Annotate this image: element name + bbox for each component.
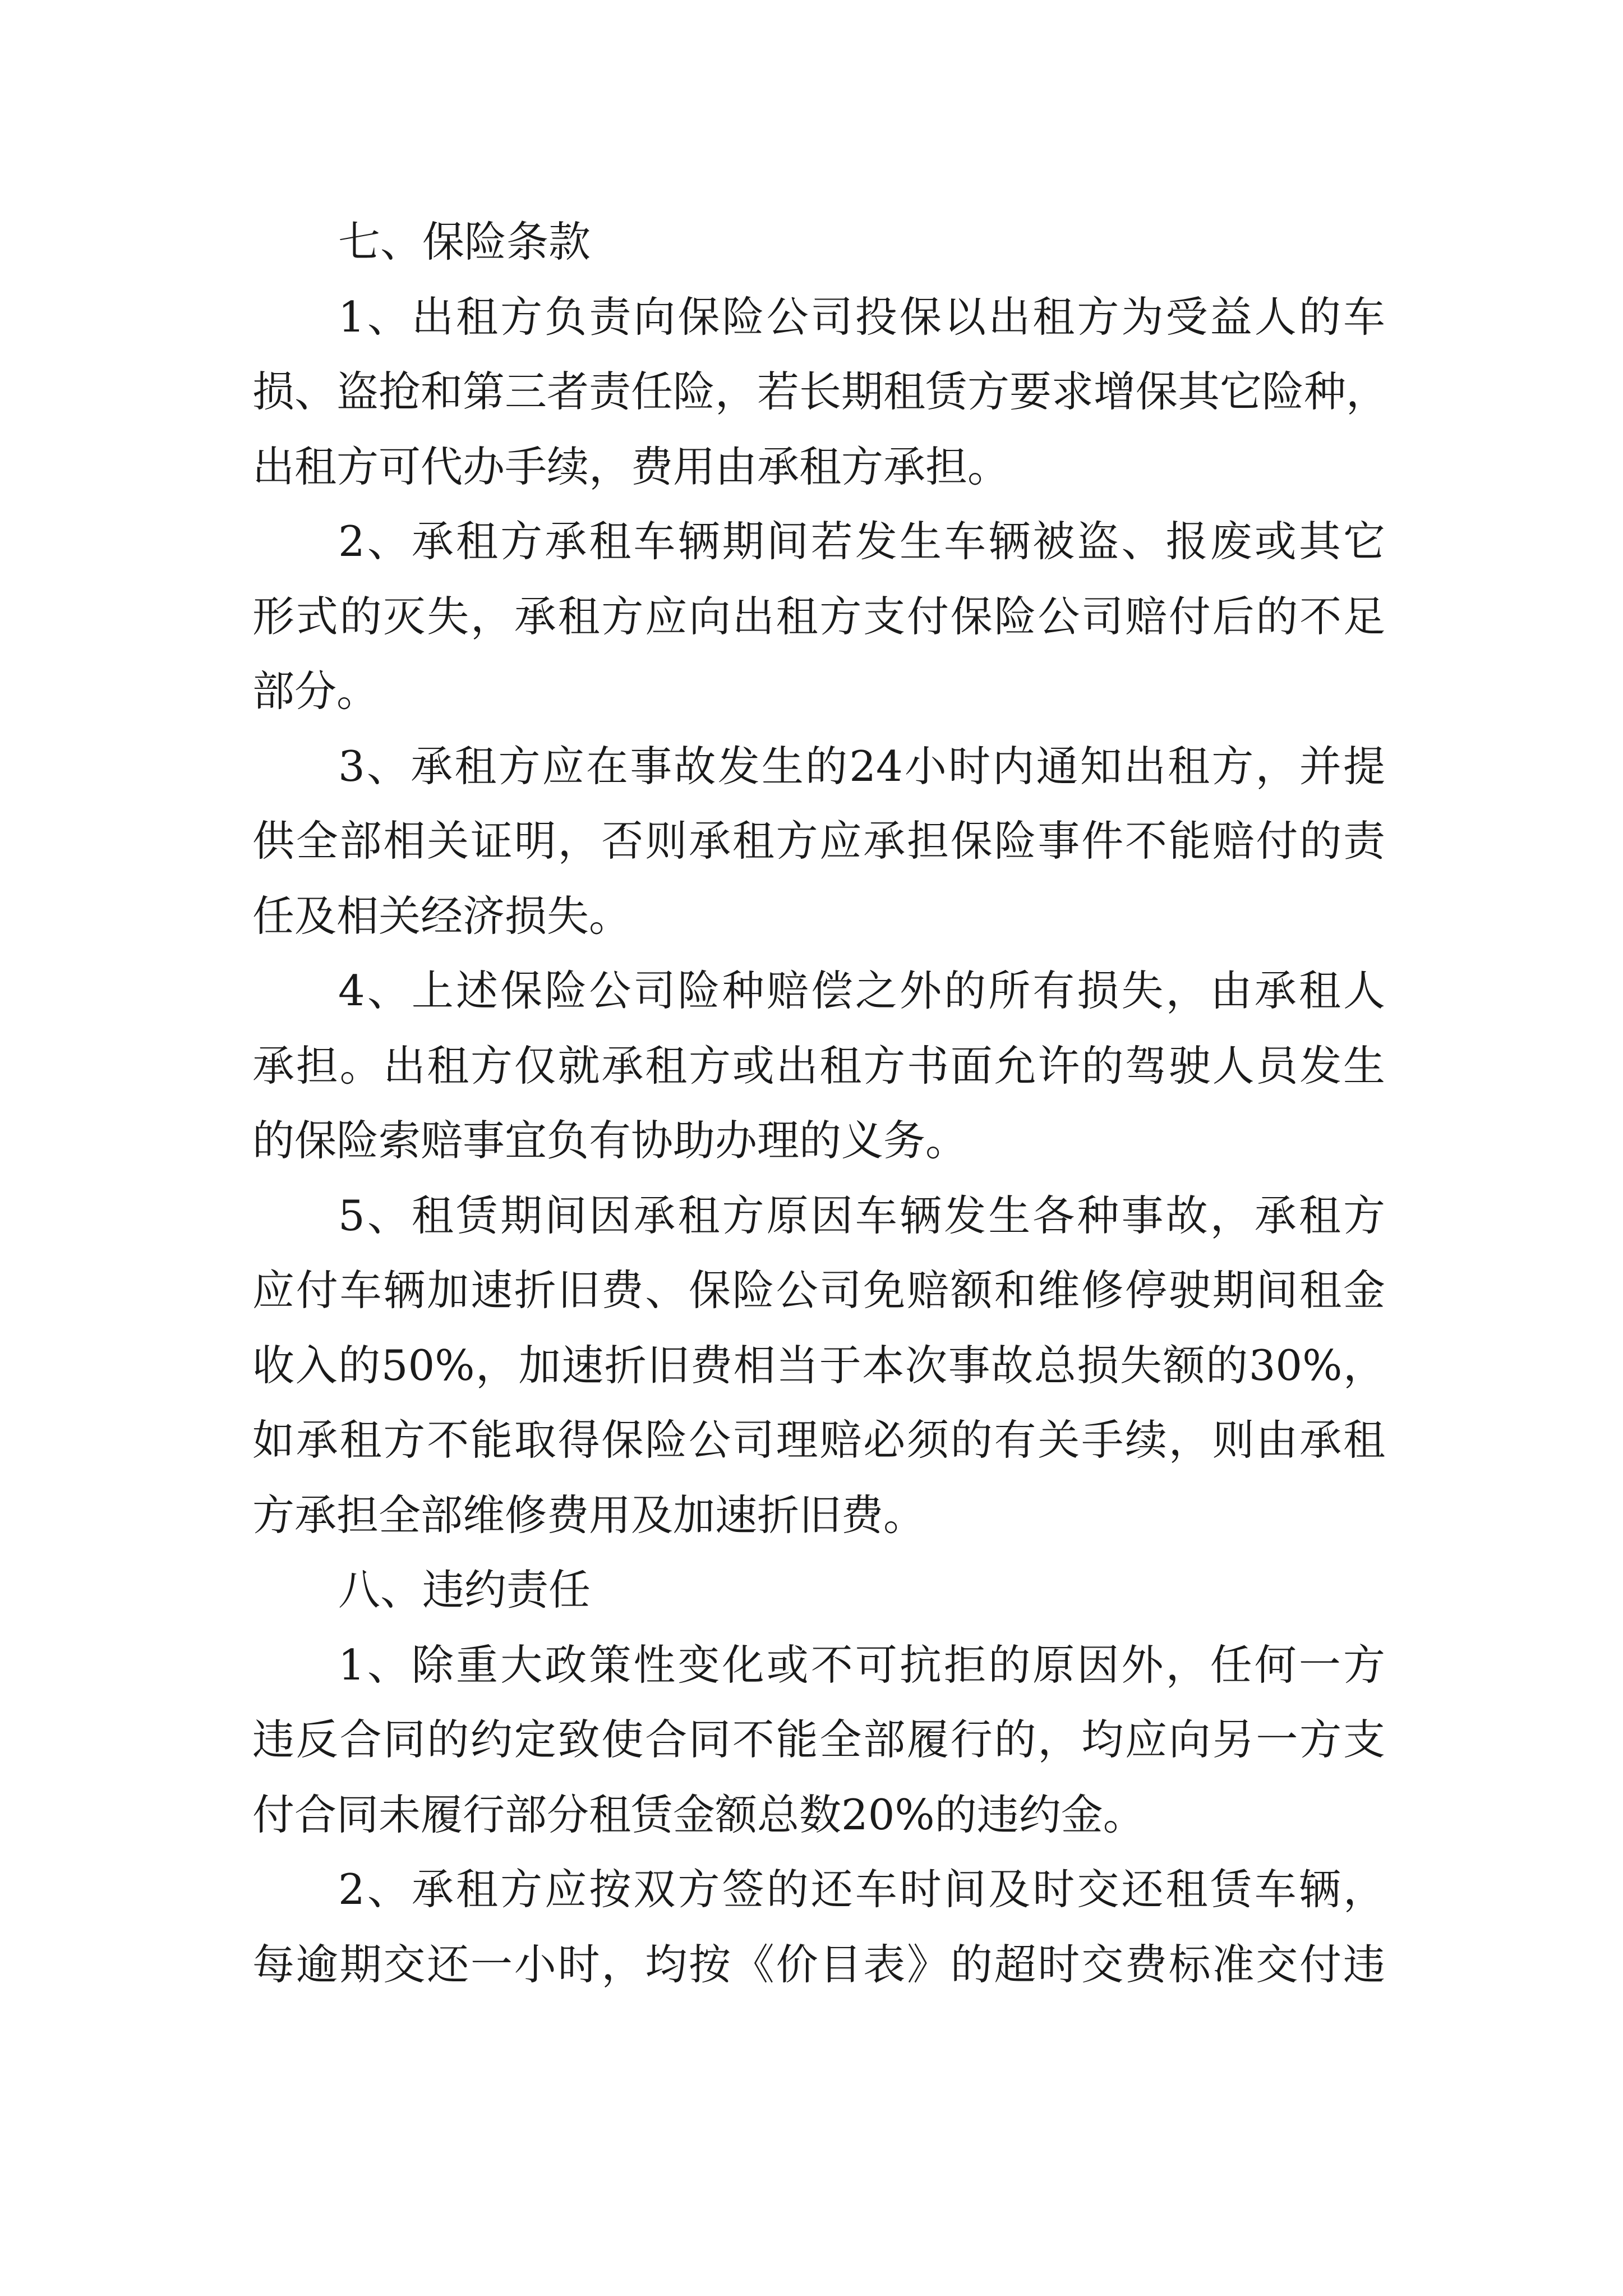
paragraph-line: 损、盗抢和第三者责任险，若长期租赁方要求增保其它险种， — [252, 367, 1389, 416]
paragraph-line: 1、出租方负责向保险公司投保以出租方为受益人的车 — [338, 292, 1385, 342]
paragraph-line: 5、租赁期间因承租方原因车辆发生各种事故，承租方 — [338, 1190, 1385, 1240]
paragraph-line: 4、上述保险公司险种赔偿之外的所有损失，由承租人 — [338, 966, 1385, 1015]
paragraph-line: 形式的灭失，承租方应向出租方支付保险公司赔付后的不足 — [252, 591, 1385, 641]
section-heading-insurance: 七、保险条款 — [338, 217, 591, 266]
paragraph-line: 3、承租方应在事故发生的24小时内通知出租方，并提 — [338, 741, 1385, 791]
paragraph-line: 任及相关经济损失。 — [252, 891, 631, 941]
paragraph-line: 1、除重大政策性变化或不可抗拒的原因外，任何一方 — [338, 1640, 1385, 1690]
paragraph-line: 如承租方不能取得保险公司理赔必须的有关手续，则由承租 — [252, 1415, 1385, 1465]
paragraph-line: 每逾期交还一小时，均按《价目表》的超时交费标准交付违 — [252, 1939, 1385, 1989]
paragraph-line: 2、承租方承租车辆期间若发生车辆被盗、报废或其它 — [338, 517, 1385, 566]
paragraph-line: 付合同未履行部分租赁金额总数20%的违约金。 — [252, 1789, 1145, 1839]
paragraph-line: 部分。 — [252, 666, 379, 716]
paragraph-line: 供全部相关证明，否则承租方应承担保险事件不能赔付的责 — [252, 816, 1385, 866]
paragraph-line: 出租方可代办手续，费用由承租方承担。 — [252, 441, 1010, 491]
document-body — [252, 205, 1389, 2002]
paragraph-line: 的保险索赔事宜负有协助办理的义务。 — [252, 1116, 968, 1165]
paragraph-line: 收入的50%，加速折旧费相当于本次事故总损失额的30%， — [252, 1340, 1385, 1390]
paragraph-line: 应付车辆加速折旧费、保险公司免赔额和维修停驶期间租金 — [252, 1266, 1385, 1315]
section-heading-breach: 八、违约责任 — [338, 1565, 591, 1614]
paragraph-line: 方承担全部维修费用及加速折旧费。 — [252, 1490, 926, 1540]
paragraph-line: 承担。出租方仅就承租方或出租方书面允许的驾驶人员发生 — [252, 1041, 1385, 1091]
paragraph-line: 2、承租方应按双方签的还车时间及时交还租赁车辆， — [338, 1865, 1385, 1914]
paragraph-line: 违反合同的约定致使合同不能全部履行的，均应向另一方支 — [252, 1715, 1385, 1764]
